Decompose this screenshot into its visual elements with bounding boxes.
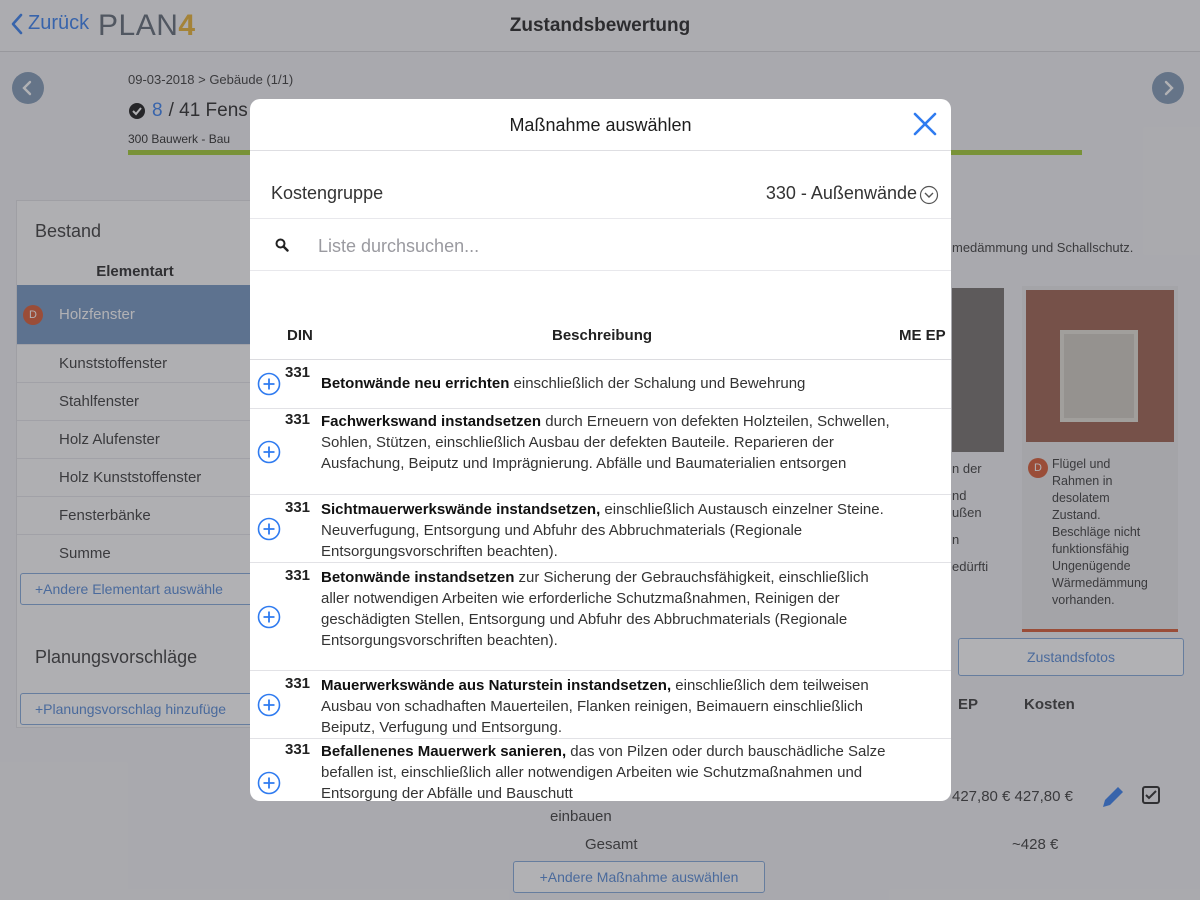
measure-row[interactable]: [250, 495, 951, 563]
me-ep-header: ME EP: [899, 327, 946, 344]
back-label: Zurück: [28, 12, 90, 34]
zustandsfotos-button[interactable]: Zustandsfotos: [958, 638, 1184, 676]
element-label: Stahlfenster: [59, 393, 140, 410]
element-label: Holz Kunststoffenster: [59, 469, 202, 486]
measure-label-tail: einbauen: [550, 808, 612, 825]
kosten-header: Kosten: [1024, 696, 1075, 713]
add-circle-icon[interactable]: [257, 517, 281, 541]
measure-row[interactable]: [250, 671, 951, 739]
beschreibung-header: Beschreibung: [552, 327, 653, 344]
counter-rest: / 41 Fens: [168, 100, 248, 121]
add-planning-button[interactable]: +Planungsvorschlag hinzufüge: [20, 693, 260, 725]
page-title: Zustandsbewertung: [509, 15, 691, 36]
photo-caption-fragment: n der nd ußen n edürfti: [952, 461, 989, 574]
kostengruppe-label: Kostengruppe: [271, 183, 384, 203]
search-input[interactable]: [318, 232, 918, 260]
measure-row[interactable]: [250, 409, 951, 495]
measure-description: Betonwände neu errichten einschließlich der Schalung und Bewehrung: [321, 375, 806, 392]
measure-row[interactable]: [250, 360, 951, 409]
defect-badge: D: [1028, 458, 1048, 478]
measure-select-modal: [250, 99, 951, 801]
planning-title: Planungsvorschläge: [35, 647, 198, 667]
measure-description: Befallenenes Mauerwerk sanieren, das von Pilzen oder durch bauschädliche Salze befallen ist, einschließlich aller notwendigen Arbeiten wie Schutzmaßnahmen und Entsorgung der Abfälle und Bauschutt: [321, 743, 886, 801]
din-header: DIN: [287, 327, 313, 344]
modal-title: Maßnahme auswählen: [509, 115, 692, 135]
elementart-header: Elementart: [96, 263, 174, 280]
measure-description: Sichtmauerwerkswände instandsetzen, einschließlich Austausch einzelner Steine. Neuverfugung, Entsorgung und Abfuhr des Abbruchmaterials (Regionale Entsorgungsvorschriften beachten).: [321, 501, 884, 560]
din-code: 331: [285, 675, 311, 692]
kostengruppe-select[interactable]: [250, 165, 951, 219]
add-circle-icon[interactable]: [257, 771, 281, 795]
cost-values: 427,80 € 427,80 €: [952, 788, 1073, 805]
other-measure-button[interactable]: +Andere Maßnahme auswählen: [513, 861, 765, 893]
ep-header: EP: [958, 696, 979, 713]
element-label: Holzfenster: [59, 306, 135, 323]
add-circle-icon[interactable]: [257, 693, 281, 717]
total-label: Gesamt: [585, 836, 638, 853]
total-value: ~428 €: [1012, 836, 1059, 853]
element-label: Summe: [59, 545, 111, 562]
add-circle-icon[interactable]: [257, 372, 281, 396]
photo-card-text: Flügel und Rahmen in desolatem Zustand. Beschläge nicht funktionsfähig Ungenügende Wärmedämmung vorhanden.: [1052, 457, 1148, 607]
measure-description: Mauerwerkswände aus Naturstein instandsetzen, einschließlich dem teilweisen Ausbau von schadhaften Mauerteilen, Flanken reinigen, Beimauern einschließlich Beiputz, Verfugung und Entsorgung.: [321, 677, 869, 736]
measure-row[interactable]: [250, 739, 951, 801]
element-label: Holz Alufenster: [59, 431, 160, 448]
app-logo: PLAN4: [98, 9, 196, 42]
measure-row[interactable]: [250, 563, 951, 671]
din-code: 331: [285, 364, 311, 381]
close-icon[interactable]: [911, 110, 939, 138]
sub-breadcrumb: 300 Bauwerk - Bau: [128, 132, 231, 146]
other-element-button[interactable]: +Andere Elementart auswähle: [20, 573, 260, 605]
measure-description: Betonwände instandsetzen zur Sicherung der Gebrauchsfähigkeit, einschließlich aller notwendigen Arbeiten wie erforderliche Schutzmaßnahmen, Reinigen der geschädigten Stellen, Entsorgung und Abfuhr des Abbruchmaterials (Regionale Entsorgungsvorschriften beachten).: [321, 569, 869, 649]
counter-current: 8: [152, 100, 163, 121]
description-tail: medämmung und Schallschutz.: [952, 240, 1134, 255]
chevron-down-icon: [919, 185, 939, 205]
element-label: Kunststoffenster: [59, 355, 168, 372]
bestand-title: Bestand: [35, 221, 102, 241]
defect-badge: D: [23, 305, 43, 325]
din-code: 331: [285, 567, 311, 584]
kostengruppe-value: 330 - Außenwände: [765, 183, 917, 203]
din-code: 331: [285, 741, 311, 758]
breadcrumb: 09-03-2018 > Gebäude (1/1): [128, 72, 294, 87]
measure-description: Fachwerkswand instandsetzen durch Erneuern von defekten Holzteilen, Schwellen, Sohlen, Stützen, einschließlich Ausbau der defekten Bauteile. Reparieren der Ausfachung, Beiputz und Imprägnierung. Abfälle und Baumaterialien entsorgen: [321, 413, 890, 472]
search-icon: [275, 238, 289, 252]
modal-header: [250, 99, 951, 151]
element-label: Fensterbänke: [59, 507, 151, 524]
din-code: 331: [285, 411, 311, 428]
search-bar: [250, 221, 951, 271]
add-circle-icon[interactable]: [257, 605, 281, 629]
add-circle-icon[interactable]: [257, 440, 281, 464]
din-code: 331: [285, 499, 311, 516]
